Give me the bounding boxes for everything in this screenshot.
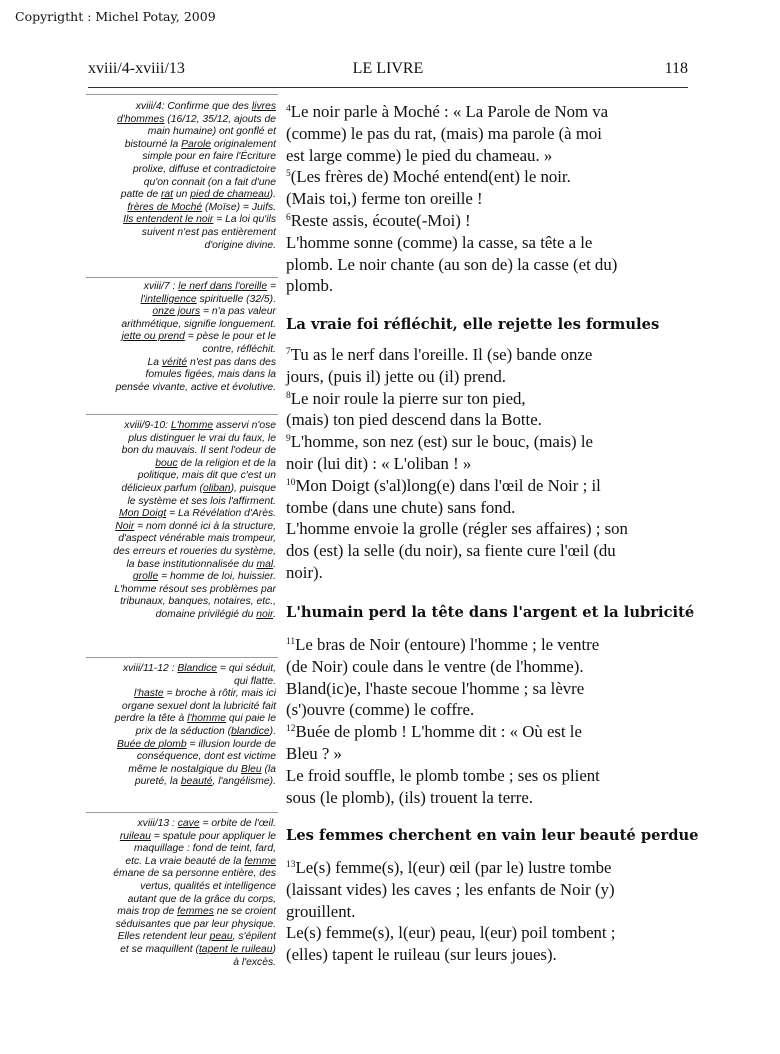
note-text: = nom donné ici à la structure, — [134, 520, 276, 532]
note-text: la base institutionnalisée du — [126, 558, 257, 570]
note-line — [80, 202, 276, 215]
note-text: (Moïse) = Juifs. — [202, 201, 276, 213]
note-term: Bleu — [240, 763, 262, 775]
verse-text: plomb. Le noir chante (au son de) la casse (et du) — [286, 254, 618, 274]
note-line — [80, 726, 276, 739]
note-text: xviii/11-12 : — [122, 663, 178, 674]
note-line — [80, 331, 276, 344]
note-term: cave — [177, 818, 200, 829]
note-text: politique, mais dit que c'est un — [137, 470, 276, 482]
note-text: ). — [269, 725, 276, 737]
note-line — [80, 546, 276, 559]
note-term: vérité — [161, 356, 188, 368]
note-term: Blandice — [177, 663, 218, 674]
verse-text: Reste assis, écoute(-Moi) ! — [290, 210, 471, 230]
note-text: ). — [269, 189, 276, 201]
note-term: Parole — [181, 138, 212, 150]
note-text: organe sexuel dont la lubricité fait — [121, 700, 276, 712]
section-title: La vraie foi réfléchit, elle rejette les formules — [286, 316, 660, 333]
note-text: = homme de loi, huissier. — [158, 571, 276, 583]
verse-line — [286, 721, 698, 743]
note-line — [80, 609, 276, 622]
note-line — [80, 508, 276, 521]
verse-range: xviii/4-xviii/13 — [88, 60, 185, 77]
note-line — [80, 894, 276, 907]
note-text: = pèse le pour et le — [184, 331, 276, 343]
note-separator — [86, 277, 278, 278]
margin-note — [80, 281, 276, 394]
verse-line — [286, 475, 698, 497]
verse-line — [286, 743, 698, 765]
note-text: d'origine divine. — [204, 239, 276, 251]
note-text: bistourné la — [124, 138, 182, 150]
note-text: xviii/4: Confirme que des — [135, 101, 252, 112]
verse-line — [286, 409, 698, 431]
note-line — [80, 739, 276, 752]
verse-line — [286, 101, 698, 123]
note-line — [80, 382, 276, 395]
verse-line — [286, 857, 698, 879]
note-line — [80, 881, 276, 894]
header-rule — [88, 87, 688, 88]
verse-text: dos (est) la selle (du noir), sa fiente cure l'œil (du — [286, 541, 616, 561]
note-line — [80, 445, 276, 458]
note-line — [80, 713, 276, 726]
note-text: d'aspect vénérable mais trompeur, — [118, 533, 276, 545]
verse-line — [286, 344, 698, 366]
note-term: L'homme — [170, 420, 214, 431]
verse-line — [286, 944, 698, 966]
note-line — [80, 701, 276, 714]
note-text: (16/12, 35/12, ajouts de — [164, 113, 276, 125]
note-text: = qui séduit, — [217, 663, 276, 674]
verse-text: (Les frères de) Moché entend(ent) le noir. — [290, 167, 571, 187]
note-term: mal — [256, 558, 274, 570]
note-term: Buée de plomb — [116, 738, 187, 750]
note-line — [80, 483, 276, 496]
verse-line — [286, 275, 698, 297]
margin-note — [80, 420, 276, 622]
verse-number: 5 — [286, 169, 291, 180]
verse-line — [286, 123, 698, 145]
verse-text: Le noir parle à Moché : « La Parole de Nom va — [290, 102, 609, 121]
verse-number: 4 — [286, 104, 291, 114]
section-title: L'humain perd la tête dans l'argent et la lubricité — [286, 604, 695, 621]
note-line — [80, 240, 276, 253]
verse-number: 10 — [286, 477, 296, 488]
verse-text: Le bras de Noir (entoure) l'homme ; le ventre — [295, 635, 600, 654]
note-text: etc. La vraie beauté de la — [125, 855, 245, 867]
note-text: vertus, qualités et intelligence — [140, 880, 276, 892]
verse-number: 11 — [286, 637, 296, 647]
note-term: ruileau — [119, 830, 151, 842]
note-text: ne se croient — [213, 906, 276, 918]
note-text: autant que de la grâce du corps, — [127, 893, 276, 905]
note-line — [80, 957, 276, 970]
note-text: (la — [261, 763, 276, 775]
page-header — [88, 60, 688, 82]
note-term: livres — [251, 101, 276, 112]
note-text: prolixe, diffuse et contradictoire — [132, 163, 276, 175]
verse-number: 8 — [286, 390, 291, 401]
note-line — [80, 151, 276, 164]
verse-text: noir (lui dit) : « L'oliban ! » — [286, 453, 472, 473]
note-text: bon du mauvais. Il sent l'odeur de — [121, 445, 276, 457]
verse-line — [286, 366, 698, 388]
note-term: grolle — [132, 571, 159, 583]
verse-text: noir). — [286, 562, 323, 582]
verse-text: (de Noir) coule dans le ventre (de l'homme). — [286, 656, 584, 676]
verse-line — [286, 497, 698, 519]
verse-line — [286, 787, 698, 809]
note-line — [80, 420, 276, 433]
verse-text: sous (le plomb), (ils) trouent la terre. — [286, 787, 533, 807]
note-line — [80, 931, 276, 944]
verse-line — [286, 901, 698, 923]
note-text: = illusion lourde de — [186, 738, 276, 750]
note-text: n'est pas dans des — [187, 356, 276, 368]
note-line — [80, 344, 276, 357]
verse-block — [286, 634, 698, 808]
note-text: qui flatte. — [234, 675, 276, 687]
note-text: , s'épilent — [232, 931, 276, 943]
note-line — [80, 906, 276, 919]
verse-text: Tu as le nerf dans l'oreille. Il (se) bande onze — [290, 345, 593, 364]
note-text: contre, réfléchit. — [202, 343, 276, 355]
note-text: , l'angélisme). — [212, 776, 276, 788]
verse-text: (elles) tapent le ruileau (sur leurs joues). — [286, 945, 557, 965]
note-line — [80, 843, 276, 856]
note-line — [80, 433, 276, 446]
note-text: qui paie le — [225, 713, 276, 725]
verse-number: 13 — [286, 860, 296, 870]
note-term: Mon Doigt — [119, 508, 167, 520]
verse-line — [286, 562, 698, 584]
note-line — [80, 521, 276, 534]
verse-text: (laissant vides) les caves ; les enfants de Noir (y) — [286, 879, 615, 899]
verse-block — [286, 857, 698, 966]
note-term: le nerf dans l'oreille — [178, 281, 268, 292]
verse-line — [286, 879, 698, 901]
note-text: qu'on connait (on a fait d'une — [143, 176, 276, 188]
note-line — [80, 818, 276, 831]
note-line — [80, 944, 276, 957]
note-text: asservi n'ose — [213, 420, 276, 431]
note-line — [80, 868, 276, 881]
note-term: d'hommes — [117, 113, 165, 125]
verse-line — [286, 699, 698, 721]
note-term: Noir — [115, 520, 135, 532]
note-text: = spatule pour appliquer le — [150, 830, 276, 842]
note-text: originalement — [211, 138, 276, 150]
note-line — [80, 470, 276, 483]
verse-text: Bleu ? » — [286, 743, 342, 763]
margin-note — [80, 101, 276, 252]
note-line — [80, 596, 276, 609]
note-text: xviii/13 : — [137, 818, 178, 829]
note-text: conséquence, dont est victime — [136, 751, 276, 763]
note-term: tapent le ruileau — [198, 943, 273, 955]
verse-number: 9 — [286, 434, 291, 445]
book-title: LE LIVRE — [352, 60, 424, 77]
verse-line — [286, 634, 698, 656]
note-separator — [86, 657, 278, 658]
note-text: = n'a pas valeur — [200, 306, 276, 318]
note-term: femmes — [177, 906, 214, 918]
note-term: jette ou prend — [121, 331, 185, 343]
verse-line — [286, 431, 698, 453]
note-term: Ils entendent le noir — [123, 214, 214, 226]
note-text: Elles retendent leur — [117, 931, 210, 943]
note-separator — [86, 812, 278, 813]
note-line — [80, 214, 276, 227]
verse-line — [286, 540, 698, 562]
note-text: maquillage : fond de teint, fard, — [133, 843, 276, 855]
note-text: pensée vivante, active et évolutive. — [115, 381, 276, 393]
verse-text: (Mais toi,) ferme ton oreille ! — [286, 189, 483, 209]
verse-text: L'homme sonne (comme) la casse, sa tête a le — [286, 232, 593, 252]
note-term: rat — [160, 189, 174, 201]
verse-text: L'homme envoie la grolle (régler ses affaires) ; son — [286, 519, 628, 539]
note-text: le système et ses lois l'affirment. — [127, 495, 276, 507]
note-line — [80, 369, 276, 382]
note-text: domaine privilégié du — [155, 608, 257, 620]
verse-line — [286, 232, 698, 254]
note-text: = orbite de l'œil. — [199, 818, 276, 829]
note-line — [80, 831, 276, 844]
verse-line — [286, 922, 698, 944]
verse-text: Bland(ic)e, l'haste secoue l'homme ; sa lèvre — [286, 678, 585, 698]
verse-text: grouillent. — [286, 901, 356, 921]
note-text: et se maquillent ( — [120, 943, 199, 955]
verse-line — [286, 210, 698, 232]
note-line — [80, 189, 276, 202]
note-text: plus distinguer le vrai du faux, le — [128, 432, 276, 444]
note-line — [80, 114, 276, 127]
note-line — [80, 281, 276, 294]
note-text: des erreurs et roueries du système, — [113, 545, 276, 557]
verse-text: Le(s) femme(s), l(eur) peau, l(eur) poil tombent ; — [286, 923, 616, 943]
note-line — [80, 919, 276, 932]
note-line — [80, 496, 276, 509]
note-line — [80, 177, 276, 190]
note-text: ) — [272, 943, 276, 955]
verse-text: est large comme) le pied du chameau. » — [286, 145, 553, 165]
verse-line — [286, 518, 698, 540]
verse-text: plomb. — [286, 276, 334, 296]
verse-text: Mon Doigt (s'al)long(e) dans l'œil de Noir ; il — [295, 475, 601, 495]
note-line — [80, 164, 276, 177]
page-number: 118 — [664, 60, 688, 77]
note-line — [80, 458, 276, 471]
note-term: l'intelligence — [140, 293, 197, 305]
verse-line — [286, 765, 698, 787]
note-text: simple pour en faire l'Écriture — [142, 151, 276, 163]
verse-text: (comme) le pas du rat, (mais) ma parole (à moi — [286, 123, 602, 143]
verse-text: (mais) ton pied descend dans la Botte. — [286, 410, 542, 430]
note-text: . — [273, 558, 276, 570]
verse-line — [286, 388, 698, 410]
verse-number: 12 — [286, 724, 296, 735]
verse-line — [286, 453, 698, 475]
verse-line — [286, 145, 698, 167]
note-text: même le nostalgique du — [128, 763, 241, 775]
note-line — [80, 776, 276, 789]
note-line — [80, 751, 276, 764]
note-line — [80, 764, 276, 777]
note-text: La — [147, 356, 162, 368]
note-text: patte de — [120, 189, 161, 201]
verse-text: jours, (puis il) jette ou (il) prend. — [286, 366, 506, 386]
note-text: mais trop de — [117, 906, 178, 918]
verse-line — [286, 188, 698, 210]
note-text: tribunaux, banques, notaires, etc., — [120, 596, 276, 608]
note-text: spirituelle (32/5). — [196, 293, 276, 305]
note-term: l'haste — [134, 688, 164, 700]
note-line — [80, 357, 276, 370]
verse-number: 7 — [286, 347, 291, 357]
note-term: frères de Moché — [127, 201, 203, 213]
note-text: xviii/7 : — [143, 281, 179, 292]
note-term: noir — [256, 608, 274, 620]
margin-note — [80, 663, 276, 789]
note-text: = — [267, 281, 276, 292]
verse-block — [286, 344, 698, 584]
note-line — [80, 101, 276, 114]
note-text: émane de sa personne entière, des — [113, 868, 276, 880]
verse-number: 6 — [286, 212, 291, 223]
note-text: à l'excès. — [233, 956, 276, 968]
note-text: de la religion et de la — [177, 457, 276, 469]
section-title: Les femmes cherchent en vain leur beauté perdue — [286, 827, 699, 844]
note-line — [80, 571, 276, 584]
note-text: suivent n'est pas entièrement — [141, 226, 276, 238]
note-line — [80, 306, 276, 319]
note-line — [80, 319, 276, 332]
note-term: blandice — [231, 725, 270, 737]
note-term: beauté — [180, 776, 213, 788]
verse-text: Le froid souffle, le plomb tombe ; ses os plient — [286, 765, 600, 785]
note-term: l'homme — [187, 713, 226, 725]
note-text: séduisantes que par leur physique. — [115, 918, 276, 930]
verse-text: (s')ouvre (comme) le coffre. — [286, 700, 475, 720]
note-term: onze jours — [152, 306, 201, 318]
note-text: pureté, la — [134, 776, 181, 788]
note-line — [80, 688, 276, 701]
verse-text: Le noir roule la pierre sur ton pied, — [290, 388, 526, 408]
note-separator — [86, 414, 278, 415]
note-text: fomules figées, mais dans la — [145, 369, 276, 381]
note-text: prix de la séduction ( — [135, 725, 232, 737]
verse-line — [286, 678, 698, 700]
verse-text: Buée de plomb ! L'homme dit : « Où est le — [295, 722, 582, 742]
note-text: L'homme résout ses problèmes par — [114, 583, 276, 595]
note-line — [80, 856, 276, 869]
verse-text: Le(s) femme(s), l(eur) œil (par le) lustre tombe — [295, 858, 612, 877]
verse-text: tombe (dans une chute) sans fond. — [286, 497, 516, 517]
verse-block — [286, 101, 698, 297]
note-line — [80, 559, 276, 572]
note-line — [80, 533, 276, 546]
note-text: = broche à rôtir, mais ici — [163, 688, 276, 700]
note-line — [80, 584, 276, 597]
note-term: femme — [244, 855, 276, 867]
note-line — [80, 663, 276, 676]
note-term: peau — [209, 931, 233, 943]
note-text: arithmétique, signifie longuement. — [121, 318, 276, 330]
note-text: perdre la tête à — [114, 713, 188, 725]
verse-line — [286, 166, 698, 188]
verse-line — [286, 254, 698, 276]
note-text: . — [273, 608, 276, 620]
note-term: bouc — [155, 457, 178, 469]
note-text: ), puisque — [230, 482, 276, 494]
verse-text: L'homme, son nez (est) sur le bouc, (mais) le — [290, 432, 593, 452]
margin-note — [80, 818, 276, 969]
note-line — [80, 139, 276, 152]
note-line — [80, 126, 276, 139]
copyright-notice: Copyrigtht : Michel Potay, 2009 — [15, 9, 216, 24]
note-text: = La loi qu'ils — [213, 214, 276, 226]
note-text: main humaine) ont gonflé et — [147, 126, 276, 138]
note-separator — [86, 94, 278, 95]
note-term: oliban — [202, 482, 231, 494]
note-term: pied de chameau — [190, 189, 270, 201]
note-line — [80, 294, 276, 307]
note-line — [80, 676, 276, 689]
note-line — [80, 227, 276, 240]
note-text: délicieux parfum ( — [121, 482, 203, 494]
verse-line — [286, 656, 698, 678]
note-text: un — [173, 189, 191, 201]
note-text: = La Révélation d'Arès. — [166, 508, 276, 520]
note-text: xviii/9-10: — [124, 420, 171, 431]
